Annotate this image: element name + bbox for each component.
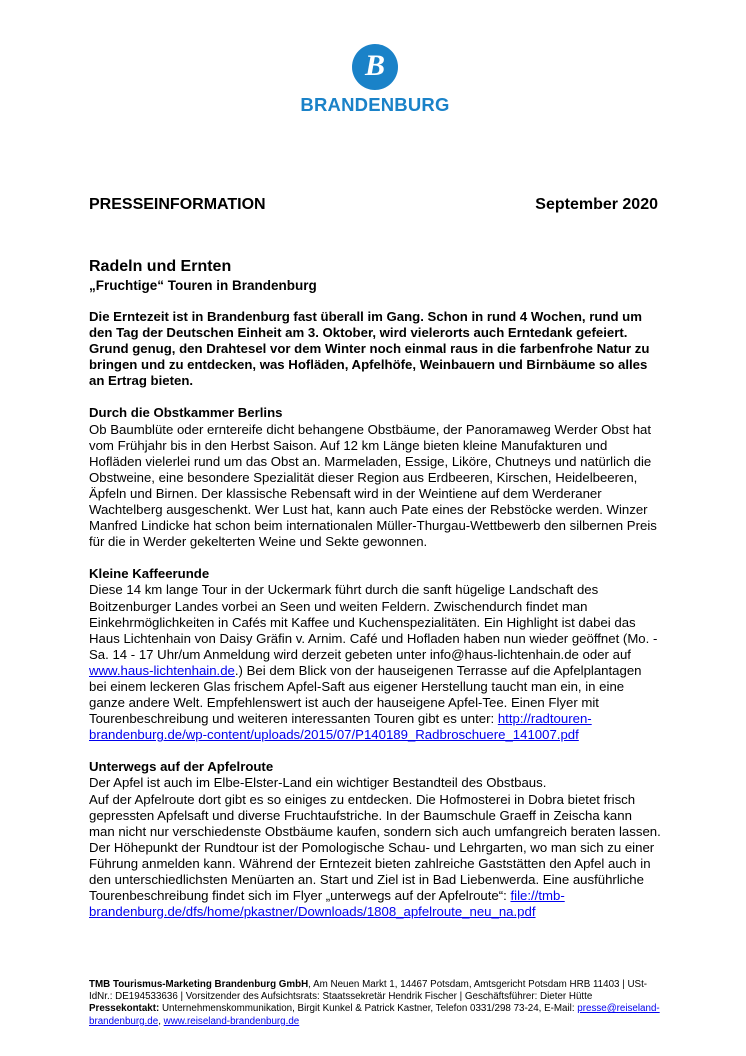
flyer-pdf-link[interactable]: http://radtouren-brandenburg.de/wp-content/uploads/2015/07/P140189_Radbroschuere_141007.pdf [89, 711, 592, 743]
section-paragraph [89, 792, 661, 921]
section-apfelroute [89, 759, 661, 920]
paragraph-text: Diese 14 km lange Tour in der Uckermark führt durch die sanft hügelige Landschaft des Boitzenburger Landes vorbei an Seen und weiten Feldern. Zwischendurch findet man Einkehrmöglichkeiten in Cafés mit Kaffee und Kuchenspezialitäten. Ein Highlight ist dabei das Haus Lichtenhain von Daisy Gräfin v. Arnim. Café und Hofladen haben nun wieder geöffnet (Mo. - Sa. 14 - 17 Uhr/um Anmeldung wird derzeit gebeten unter info@haus-lichtenhain.de oder auf [89, 582, 658, 662]
document-header [89, 196, 658, 214]
footer-press-label: Pressekontakt: [89, 1003, 160, 1015]
footer-text: Unternehmenskommunikation, Birgit Kunkel & Patrick Kastner, Telefon 0331/298 73-24, E-Mail: [159, 1003, 578, 1015]
document-footer [89, 979, 661, 1028]
apfelroute-flyer-link[interactable]: file://tmb-brandenburg.de/dfs/home/pkastner/Downloads/1808_apfelroute_neu_na.pdf [89, 888, 565, 920]
footer-company: TMB Tourismus-Marketing Brandenburg GmbH [89, 979, 309, 990]
lead-paragraph: Die Erntezeit ist in Brandenburg fast überall im Gang. Schon in rund 4 Wochen, rund um den Tag der Deutschen Einheit am 3. Oktober, wird vielerorts auch Erntedank gefeiert. Grund genug, den Drahtesel vor dem Winter noch einmal raus in die farbenfrohe Natur zu bringen und zu entdecken, was Hofläden, Apfelhöfe, Weinbauern und Birnbäume so alles an Ertrag bieten. [89, 309, 650, 389]
brand-badge-icon [352, 44, 398, 90]
section-paragraph: Ob Baumblüte oder erntereife dicht behangene Obstbäume, der Panoramaweg Werder Obst hat vom Frühjahr bis in den Herbst Saison. Auf 12 km Länge bieten kleine Manufakturen und Hofläden vielerlei rund um das Obst an. Marmeladen, Essige, Liköre, Chutneys und natürlich die Obstweine, eine besondere Spezialität dieser Region aus Erdbeeren, Kirschen, Heidelbeeren, Äpfeln und Birnen. Der klassische Rebensaft wird in der Weintiene auf dem Werderaner Wachtelberg ausgeschenkt. Wer Lust hat, kann auch Pate eines der Rebstöcke werden. Winzer Manfred Lindicke hat schon beim internationalen Müller-Thurgau-Wettbewerb den silbernen Preis für die in Werder gekelterten Weine und Sekte gewonnen. [89, 421, 657, 550]
paragraph-text: .) Bei dem Blick von der hauseigenen Terrasse auf die Apfelplantagen bei einem leckeren Glas frischem Apfel-Saft aus eigener Herstellung taucht man ein, in eine ganze andere Welt. Empfehlenswert ist auch der hauseigene Apfel-Tee. Einen Flyer mit Tourenbeschreibung und weiteren interessanten Touren gibt es unter: [89, 662, 642, 727]
section-heading: Unterwegs auf der Apfelroute [89, 759, 274, 775]
press-email-link[interactable]: presse@reiseland-brandenburg.de [89, 1003, 660, 1027]
section-kaffeerunde [89, 566, 661, 743]
brand-logo [280, 44, 470, 116]
haus-lichtenhain-link[interactable]: www.haus-lichtenhain.de [89, 662, 235, 678]
website-link[interactable]: www.reiseland-brandenburg.de [163, 1015, 300, 1027]
brand-wordmark: BRANDENBURG [300, 94, 450, 115]
brand-mark: B [364, 49, 385, 82]
document-title: Radeln und Ernten [89, 258, 232, 275]
press-info-label: PRESSEINFORMATION [89, 196, 266, 213]
document-date: September 2020 [535, 196, 658, 213]
footer-text: , Am Neuen Markt 1, 14467 Potsdam, Amtsgericht Potsdam HRB 11403 | USt-IdNr.: DE194533636 | Vorsitzender des Aufsichtsrats: Staatssekretär Hendrik Fischer | Geschäftsführer: Dieter Hütte [89, 979, 648, 1003]
section-paragraph [89, 582, 661, 743]
section-obstkammer [89, 405, 661, 550]
footer-separator: , [158, 1015, 164, 1027]
document-body [89, 309, 661, 936]
section-paragraph: Der Apfel ist auch im Elbe-Elster-Land ein wichtiger Bestandteil des Obstbaus. [89, 775, 547, 791]
section-heading: Durch die Obstkammer Berlins [89, 405, 283, 421]
paragraph-text: Auf der Apfelroute dort gibt es so einiges zu entdecken. Die Hofmosterei in Dobra bietet frisch gepressten Apfelsaft und diverse Fruchtaufstriche. In der Baumschule Graeff in Zeischa kann man nicht nur verschiedenste Obstbäume kaufen, sondern sich auch umfangreich beraten lassen. Der Höhepunkt der Rundtour ist der Pomologische Schau- und Lehrgarten, wo man sich zu einer Führung anmelden kann. Während der Erntezeit bieten zahlreiche Gaststätten den Apfel auch in den unterschiedlichsten Menüarten an. Start und Ziel ist in Bad Liebenwerda. Eine ausführliche Tourenbeschreibung findet sich im Flyer „unterwegs auf der Apfelroute“: [89, 791, 661, 904]
document-subtitle: „Fruchtige“ Touren in Brandenburg [89, 278, 317, 293]
section-heading: Kleine Kaffeerunde [89, 566, 210, 582]
